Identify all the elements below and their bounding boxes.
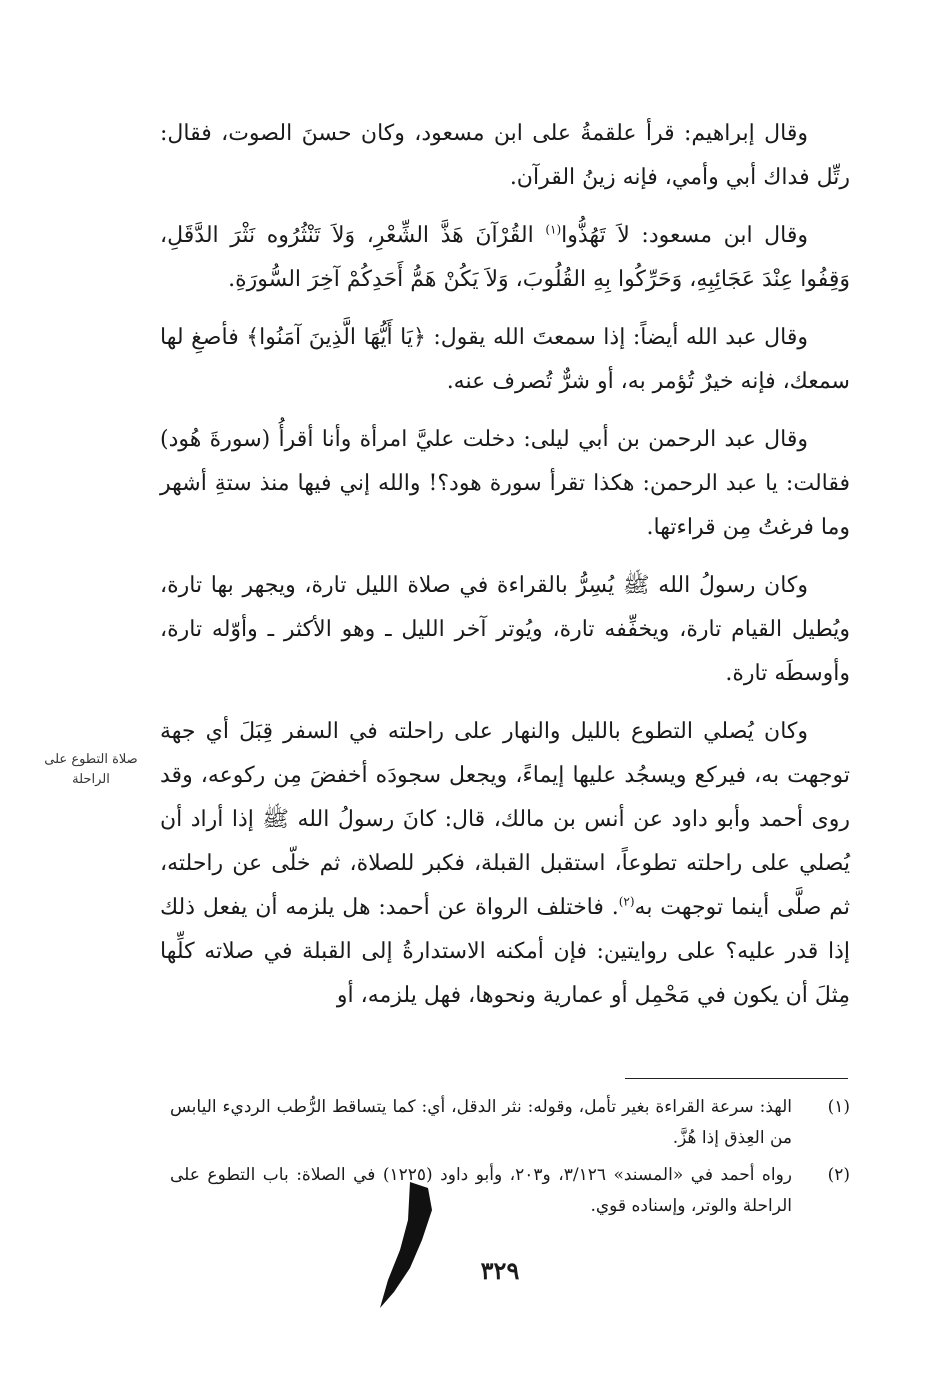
footnote-number: (٢) (827, 1165, 850, 1185)
footnote-marker: (٢) (618, 894, 635, 909)
footnote-marker: (١) (545, 222, 562, 237)
page-number: ٣٢٩ (480, 1256, 520, 1285)
main-text (160, 112, 850, 1032)
footnotes (170, 1092, 850, 1228)
margin-note: صلاة التطوع على الراحلة (44, 752, 138, 787)
paragraph: وكان يُصلي التطوع بالليل والنهار على راحلته في السفر قِبَلَ أي جهة توجهت به، فيركع ويسجُد عليها إيماءً، ويجعل سجودَه أخفضَ مِن ركوعه، وقد روى أحمد وأبو داود عن أنس بن مالك، قال: كانَ رسولُ الله ﷺ إذا أراد أن يُصلي على راحلته تطوعاً، استقبل القبلة، فكبر للصلاة، ثم خلّى عن راحلته، ثم صلَّى أينما توجهت به$^{(٢)}$. فاختلف الرواة عن أحمد: هل يلزمه أن يفعل ذلك إذا قدر عليه؟ على روايتين: فإن أمكنه الاستدارةُ إلى القبلة في صلاته كلِّها مِثلَ أن يكون في مَحْمِل أو عمارية ونحوها، فهل يلزمه، أو (160, 719, 850, 1008)
footnote (170, 1092, 850, 1154)
paragraph: وقال عبد الرحمن بن أبي ليلى: دخلت عليَّ امرأة وأنا أقرأُ (سورةَ هُود) فقالت: يا عبد الرحمن: هكذا تقرأ سورة هود؟! والله إني فيها منذ ستةِ أشهر وما فرغتُ مِن قراءتها. (160, 427, 850, 540)
footnote-text: الهذ: سرعة القراءة بغير تأمل، وقوله: نثر الدقل، أي: كما يتساقط الرُّطب الرديء اليابس من العِذق إذا هُزَّ. (170, 1097, 792, 1148)
paragraph: وقال ابن مسعود: لاَ تَهُذُّوا$^{(١)}$ القُرْآنَ هَذَّ الشِّعْرِ، وَلاَ تَنْثُرُوه نَثْرَ الدَّقَلِ، وَقِفُوا عِنْدَ عَجَائِبِهِ، وَحَرِّكُوا بِهِ القُلُوبَ، وَلاَ يَكُنْ هَمُّ أَحَدِكُمْ آخِرَ السُّورَةِ. (160, 222, 850, 292)
paragraph: وقال عبد الله أيضاً: إذا سمعتَ الله يقول: ﴿يَا أَيُّهَا الَّذِينَ آمَنُوا﴾ فأصغِ لها سمعك، فإنه خيرٌ تُؤمر به، أو شرٌّ تُصرف عنه. (160, 325, 850, 394)
paragraph: وقال إبراهيم: قرأ علقمةُ على ابن مسعود، وكان حسنَ الصوت، فقال: رتِّل فداك أبي وأمي، فإنه زينُ القرآن. (160, 121, 850, 190)
paragraph: وكان رسولُ الله ﷺ يُسِرُّ بالقراءة في صلاة الليل تارة، ويجهر بها تارة، ويُطيل القيام تارة، ويخفِّفه تارة، ويُوتر آخر الليل ـ وهو الأكثر ـ وأوّله تارة، وأوسطَه تارة. (160, 573, 850, 686)
footnote-number: (١) (827, 1097, 850, 1117)
footnote-divider (625, 1078, 848, 1079)
page-tear-mark (370, 1180, 450, 1310)
footnote-text: رواه أحمد في «المسند» ٣/١٢٦، و٢٠٣، وأبو داود (١٢٢٥) في الصلاة: باب التطوع على الراحلة والوتر، وإسناده قوي. (170, 1165, 792, 1216)
footnote (170, 1160, 850, 1222)
